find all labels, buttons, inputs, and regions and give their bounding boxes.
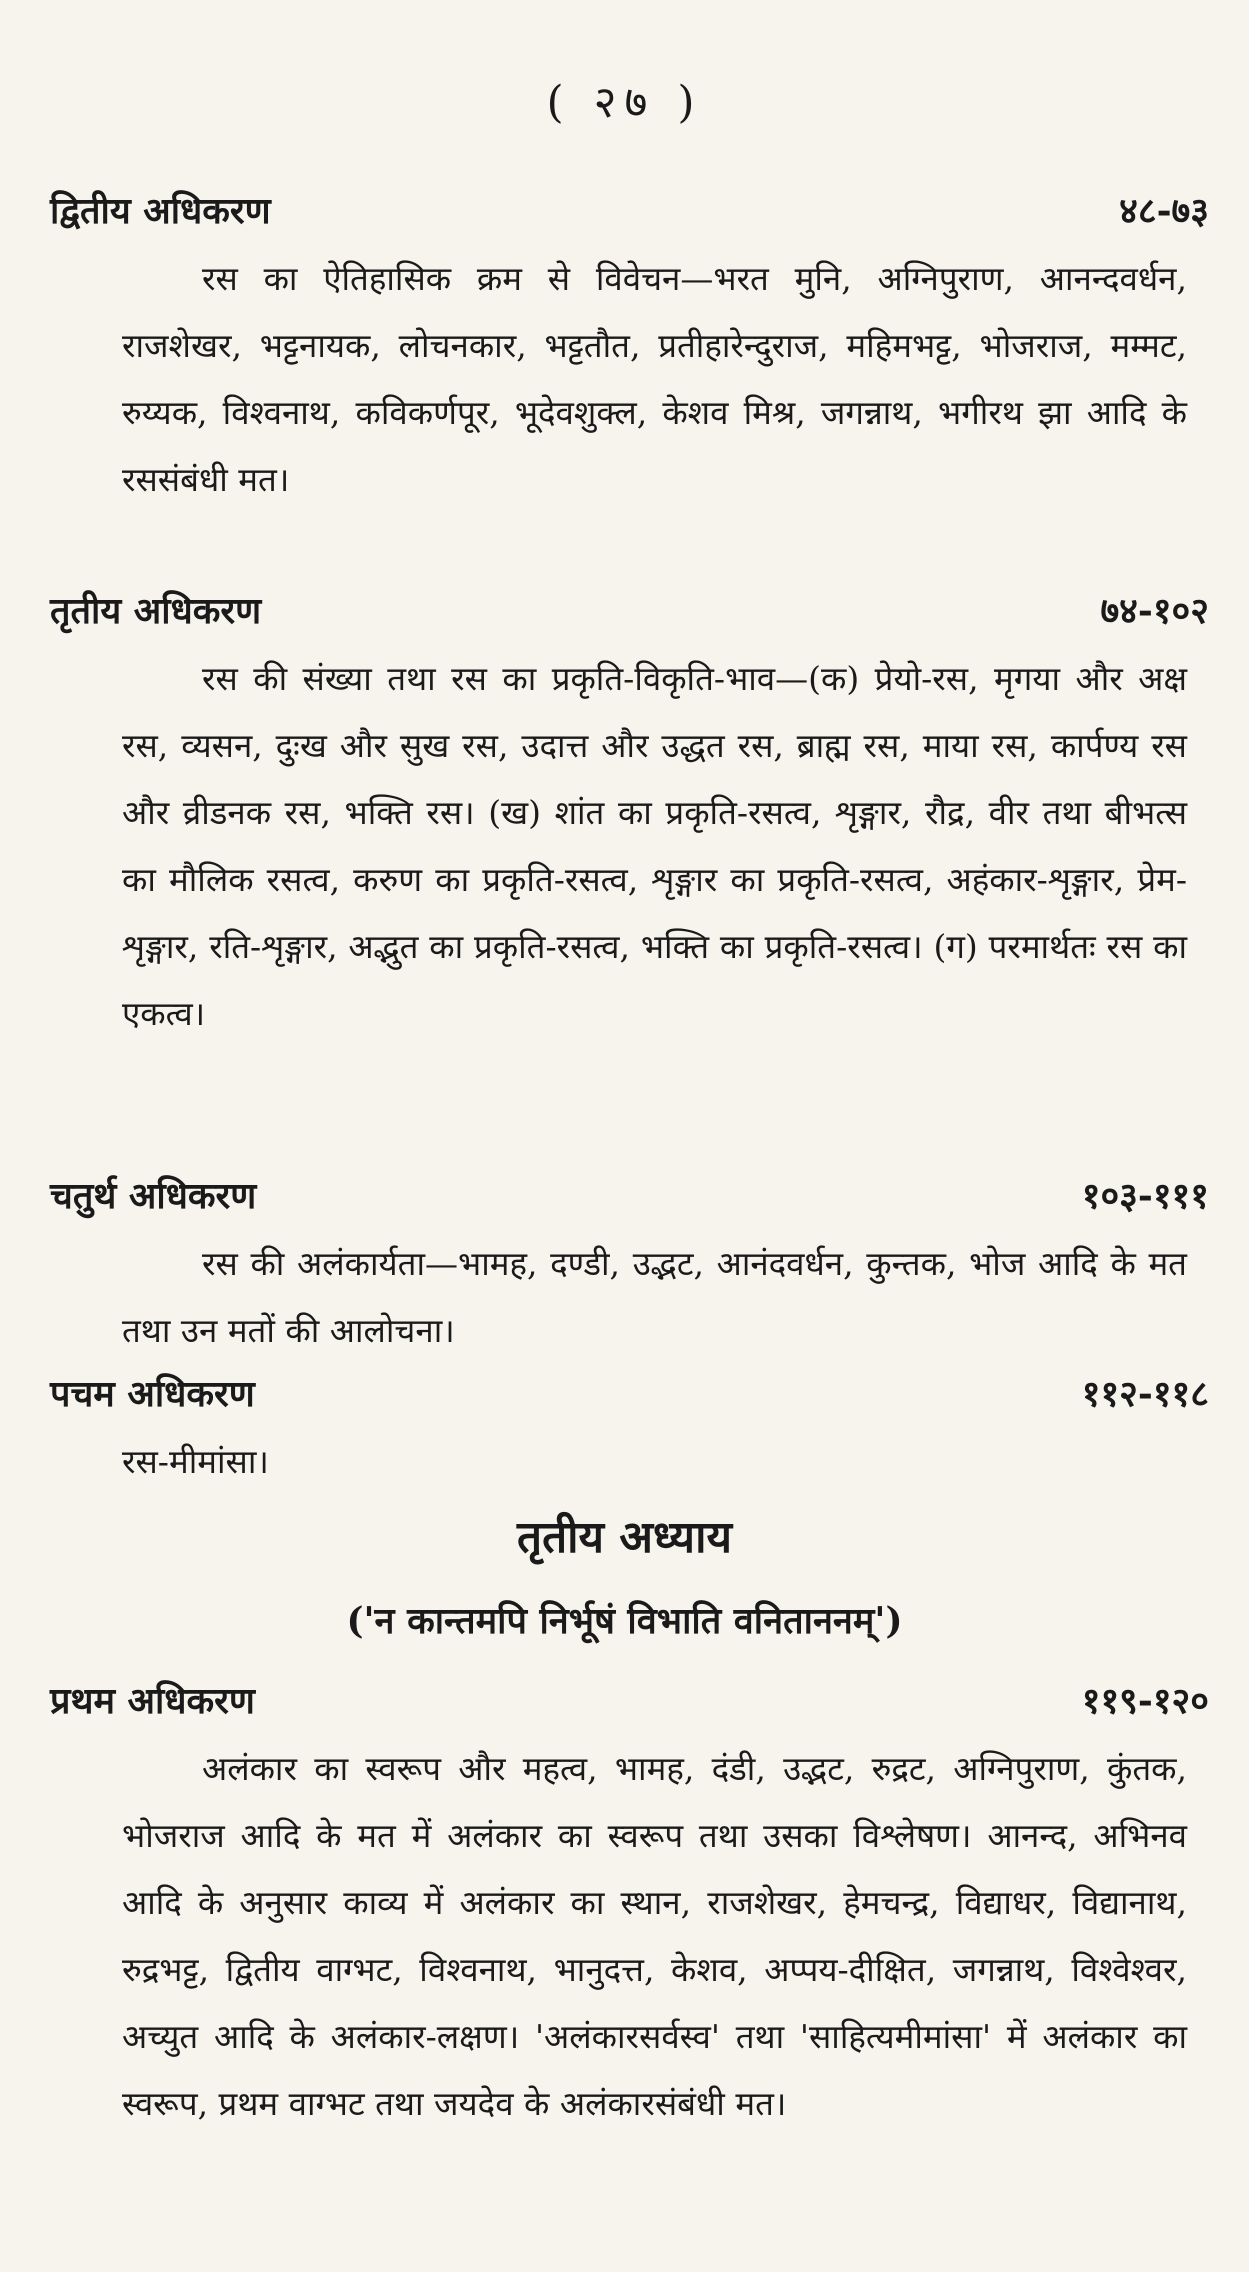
page-range: ७४-१०२ — [1100, 590, 1209, 632]
page-range: ११९-१२० — [1081, 1680, 1209, 1722]
page-number: ( २७ ) — [546, 77, 703, 128]
section-heading: चतुर्थ अधिकरण — [50, 1175, 257, 1217]
section-text: रस की अलंकार्यता—भामह, दण्डी, उद्भट, आनंदवर्धन, कुन्तक, भोज आदि के मत तथा उन मतों की आलोचना। — [122, 1244, 1187, 1350]
section-heading: पचम अधिकरण — [50, 1373, 255, 1415]
chapter-quote: ('न कान्तमपि निर्भूषं विभाति वनिताननम्') — [346, 1600, 903, 1642]
page-range: ४८-७३ — [1119, 190, 1209, 232]
section-dvitiya — [0, 185, 1249, 513]
section-text: अलंकार का स्वरूप और महत्व, भामह, दंडी, उद्भट, रुद्रट, अग्निपुराण, कुंतक, भोजराज आदि के मत में अलंकार का स्वरूप तथा उसका विश्लेषण। आनन्द, अभिनव आदि के अनुसार काव्य में अलंकार का स्थान, राजशेखर, हेमचन्द्र, विद्याधर, विद्यानाथ, रुद्रभट्ट, द्वितीय वाग्भट, विश्वनाथ, भानुदत्त, केशव, अप्पय-दीक्षित, जगन्नाथ, विश्वेश्वर, अच्युत आदि के अलंकार-लक्षण। 'अलंकारसर्वस्व' तथा 'साहित्यमीमांसा' में अलंकार का स्वरूप, प्रथम वाग्भट तथा जयदेव के अलंकारसंबंधी मत। — [122, 1749, 1187, 2123]
page-range: १०३-१११ — [1081, 1175, 1209, 1217]
section-pratham — [0, 1675, 1249, 2137]
section-heading: द्वितीय अधिकरण — [50, 190, 271, 232]
section-text: रस की संख्या तथा रस का प्रकृति-विकृति-भाव—(क) प्रेयो-रस, मृगया और अक्ष रस, व्यसन, दुःख और सुख रस, उदात्त और उद्धत रस, ब्राह्म रस, माया रस, कार्पण्य रस और व्रीडनक रस, भक्ति रस। (ख) शांत का प्रकृति-रसत्व, शृङ्गार, रौद्र, वीर तथा बीभत्स का मौलिक रसत्व, करुण का प्रकृति-रसत्व, शृङ्गार का प्रकृति-रसत्व, अहंकार-शृङ्गार, प्रेम-शृङ्गार, रति-शृङ्गार, अद्भुत का प्रकृति-रसत्व, भक्ति का प्रकृति-रसत्व। (ग) परमार्थतः रस का एकत्व। — [122, 659, 1187, 1033]
section-text: रस का ऐतिहासिक क्रम से विवेचन—भरत मुनि, अग्निपुराण, आनन्दवर्धन, राजशेखर, भट्टनायक, लोचनकार, भट्टतौत, प्रतीहारेन्दुराज, महिमभट्ट, भोजराज, मम्मट, रुय्यक, विश्वनाथ, कविकर्णपूर, भूदेवशुक्ल, केशव मिश्र, जगन्नाथ, भगीरथ झा आदि के रससंबंधी मत। — [122, 259, 1187, 499]
section-heading: तृतीय अधिकरण — [50, 590, 262, 632]
section-heading: प्रथम अधिकरण — [50, 1680, 255, 1722]
section-text: रस-मीमांसा। — [122, 1442, 269, 1481]
section-tritiya — [0, 585, 1249, 1047]
section-pacham — [0, 1368, 1249, 1495]
section-chaturth — [0, 1170, 1249, 1364]
chapter-title: तृतीय अध्याय — [517, 1512, 732, 1563]
page-range: ११२-११८ — [1081, 1373, 1209, 1415]
